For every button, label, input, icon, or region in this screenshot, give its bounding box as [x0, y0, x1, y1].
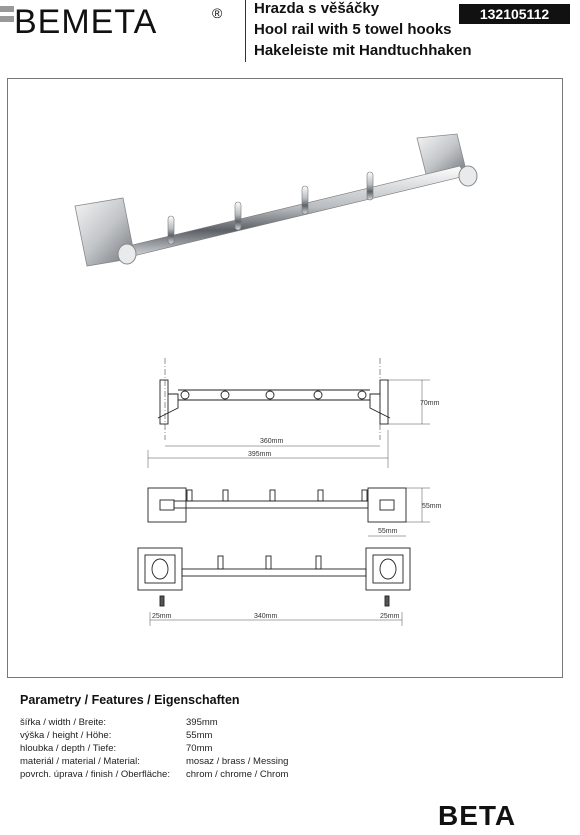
param-row: [20, 769, 440, 782]
param-value: 70mm: [186, 743, 213, 754]
series-name: BETA: [438, 800, 517, 831]
dim-plate: 55mm: [378, 528, 398, 535]
header-separator: [245, 0, 246, 62]
dim-bar-span: 340mm: [254, 613, 278, 620]
param-label: šířka / width / Breite:: [20, 717, 107, 728]
title-de: Hakeleiste mit Handtuchhaken: [254, 42, 472, 59]
param-value: 395mm: [186, 717, 218, 728]
param-label: materiál / material / Material:: [20, 756, 140, 767]
param-label: hloubka / depth / Tiefe:: [20, 743, 117, 754]
param-value: 55mm: [186, 730, 213, 741]
param-row: [20, 730, 440, 743]
product-photo: [65, 128, 495, 288]
title-en: Hool rail with 5 towel hooks: [254, 21, 452, 38]
param-value: chrom / chrome / Chrom: [186, 769, 289, 780]
dim-right-offset: 25mm: [380, 613, 400, 620]
dim-outer-width: 395mm: [248, 451, 272, 458]
param-row: [20, 717, 440, 730]
dim-inner-width: 360mm: [260, 438, 284, 445]
param-row: [20, 743, 440, 756]
dim-left-offset: 25mm: [152, 613, 172, 620]
bemeta-logo: [0, 0, 240, 40]
technical-drawings: [130, 350, 450, 635]
logo-text: BEMETA: [14, 3, 158, 40]
title-cz: Hrazda s věšáčky: [254, 0, 380, 17]
param-label: povrch. úprava / finish / Oberfläche:: [20, 769, 170, 780]
product-code-badge: 132105112: [459, 4, 570, 24]
param-label: výška / height / Höhe:: [20, 730, 112, 741]
params-title: Parametry / Features / Eigenschaften: [20, 693, 240, 707]
param-row: [20, 756, 440, 769]
dim-height: 70mm: [420, 400, 440, 407]
registered-mark: ®: [212, 5, 223, 21]
param-value: mosaz / brass / Messing: [186, 756, 289, 767]
dim-depth: 55mm: [422, 503, 442, 510]
